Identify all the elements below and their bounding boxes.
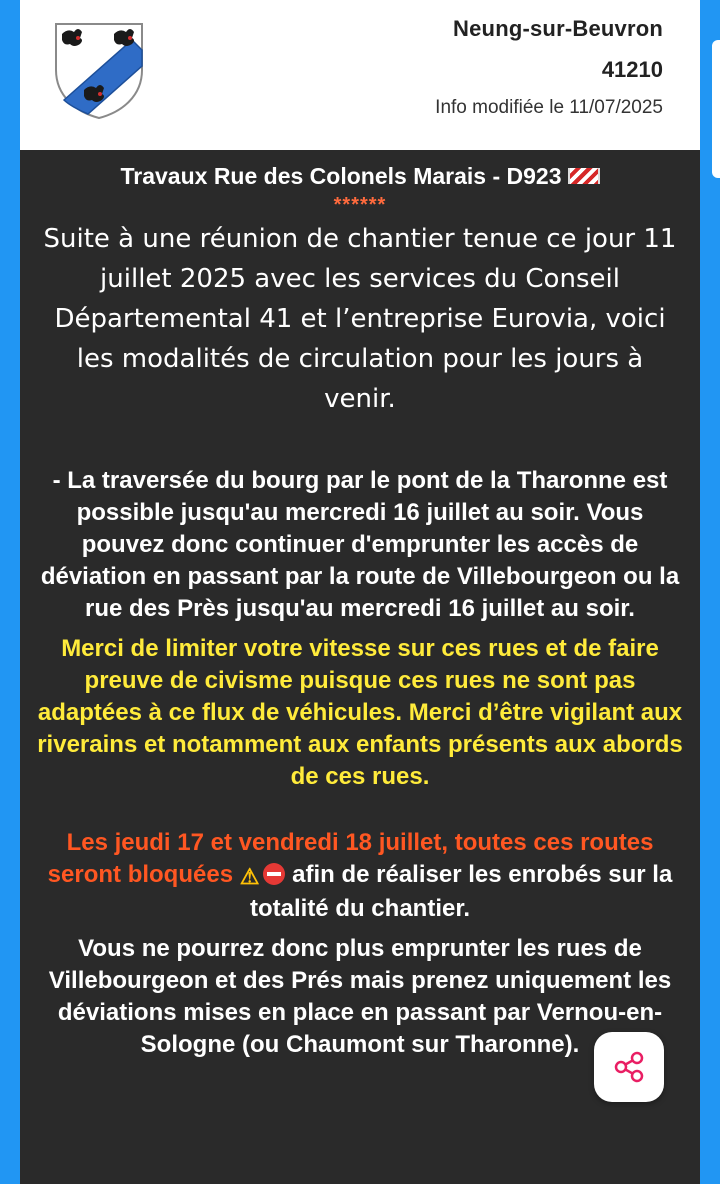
coat-of-arms-icon [54,22,144,120]
paragraph-deviations: Vous ne pourrez donc plus emprunter les rues de Villebourgeon et des Prés mais prenez uniquement les déviations mises en place en passant par Vernou-en-Sologne (ou Chaumont sur Tharonne). [48,935,672,1058]
paragraph-traversee: - La traversée du bourg par le pont de la Tharonne est possible jusqu'au mercredi 16 juillet au soir. Vous pouvez donc continuer d'emprunter les accès de déviation en passant par la route de Villebourgeon ou la rue des Près jusqu'au mercredi 16 juillet au soir. [40,467,680,622]
commune-info [435,16,663,119]
post-title: Travaux Rue des Colonels Marais - D923 [120,163,562,189]
no-entry-icon [263,863,285,885]
card-header [20,0,700,150]
separator: ****** [333,194,387,216]
intro-text: Suite à une réunion de chantier tenue ce jour 11 juillet 2025 avec les services du Conseil Départemental 41 et l’entreprise Eurovia, voici les modalités de circulation pour les jours à venir. [43,224,677,414]
road-barrier-icon [568,168,600,184]
closure-warning-text: Les jeudi 17 et vendredi 18 juillet, toutes ces routes seront bloquées [47,829,654,888]
adjacent-card-edge [712,40,720,178]
paragraph-fermeture [34,827,686,925]
postal-code: 41210 [601,57,663,82]
post-title-row [20,162,700,190]
post-content [20,150,700,1184]
commune-name: Neung-sur-Beuvron [453,16,663,41]
share-icon [611,1049,647,1085]
info-card [20,0,700,1184]
modified-date: Info modifiée le 11/07/2025 [435,97,663,118]
share-button[interactable] [594,1032,664,1102]
closure-detail-text: afin de réaliser les enrobés sur la totalité du chantier. [249,861,673,922]
warning-icon: ⚠ [239,864,260,889]
paragraph-vitesse: Merci de limiter votre vitesse sur ces rues et de faire preuve de civisme puisque ces rues ne sont pas adaptées à ce flux de véhicules. Merci d’être vigilant aux riverains et notamment aux enfants présents aux abords de ces rues. [37,635,683,790]
